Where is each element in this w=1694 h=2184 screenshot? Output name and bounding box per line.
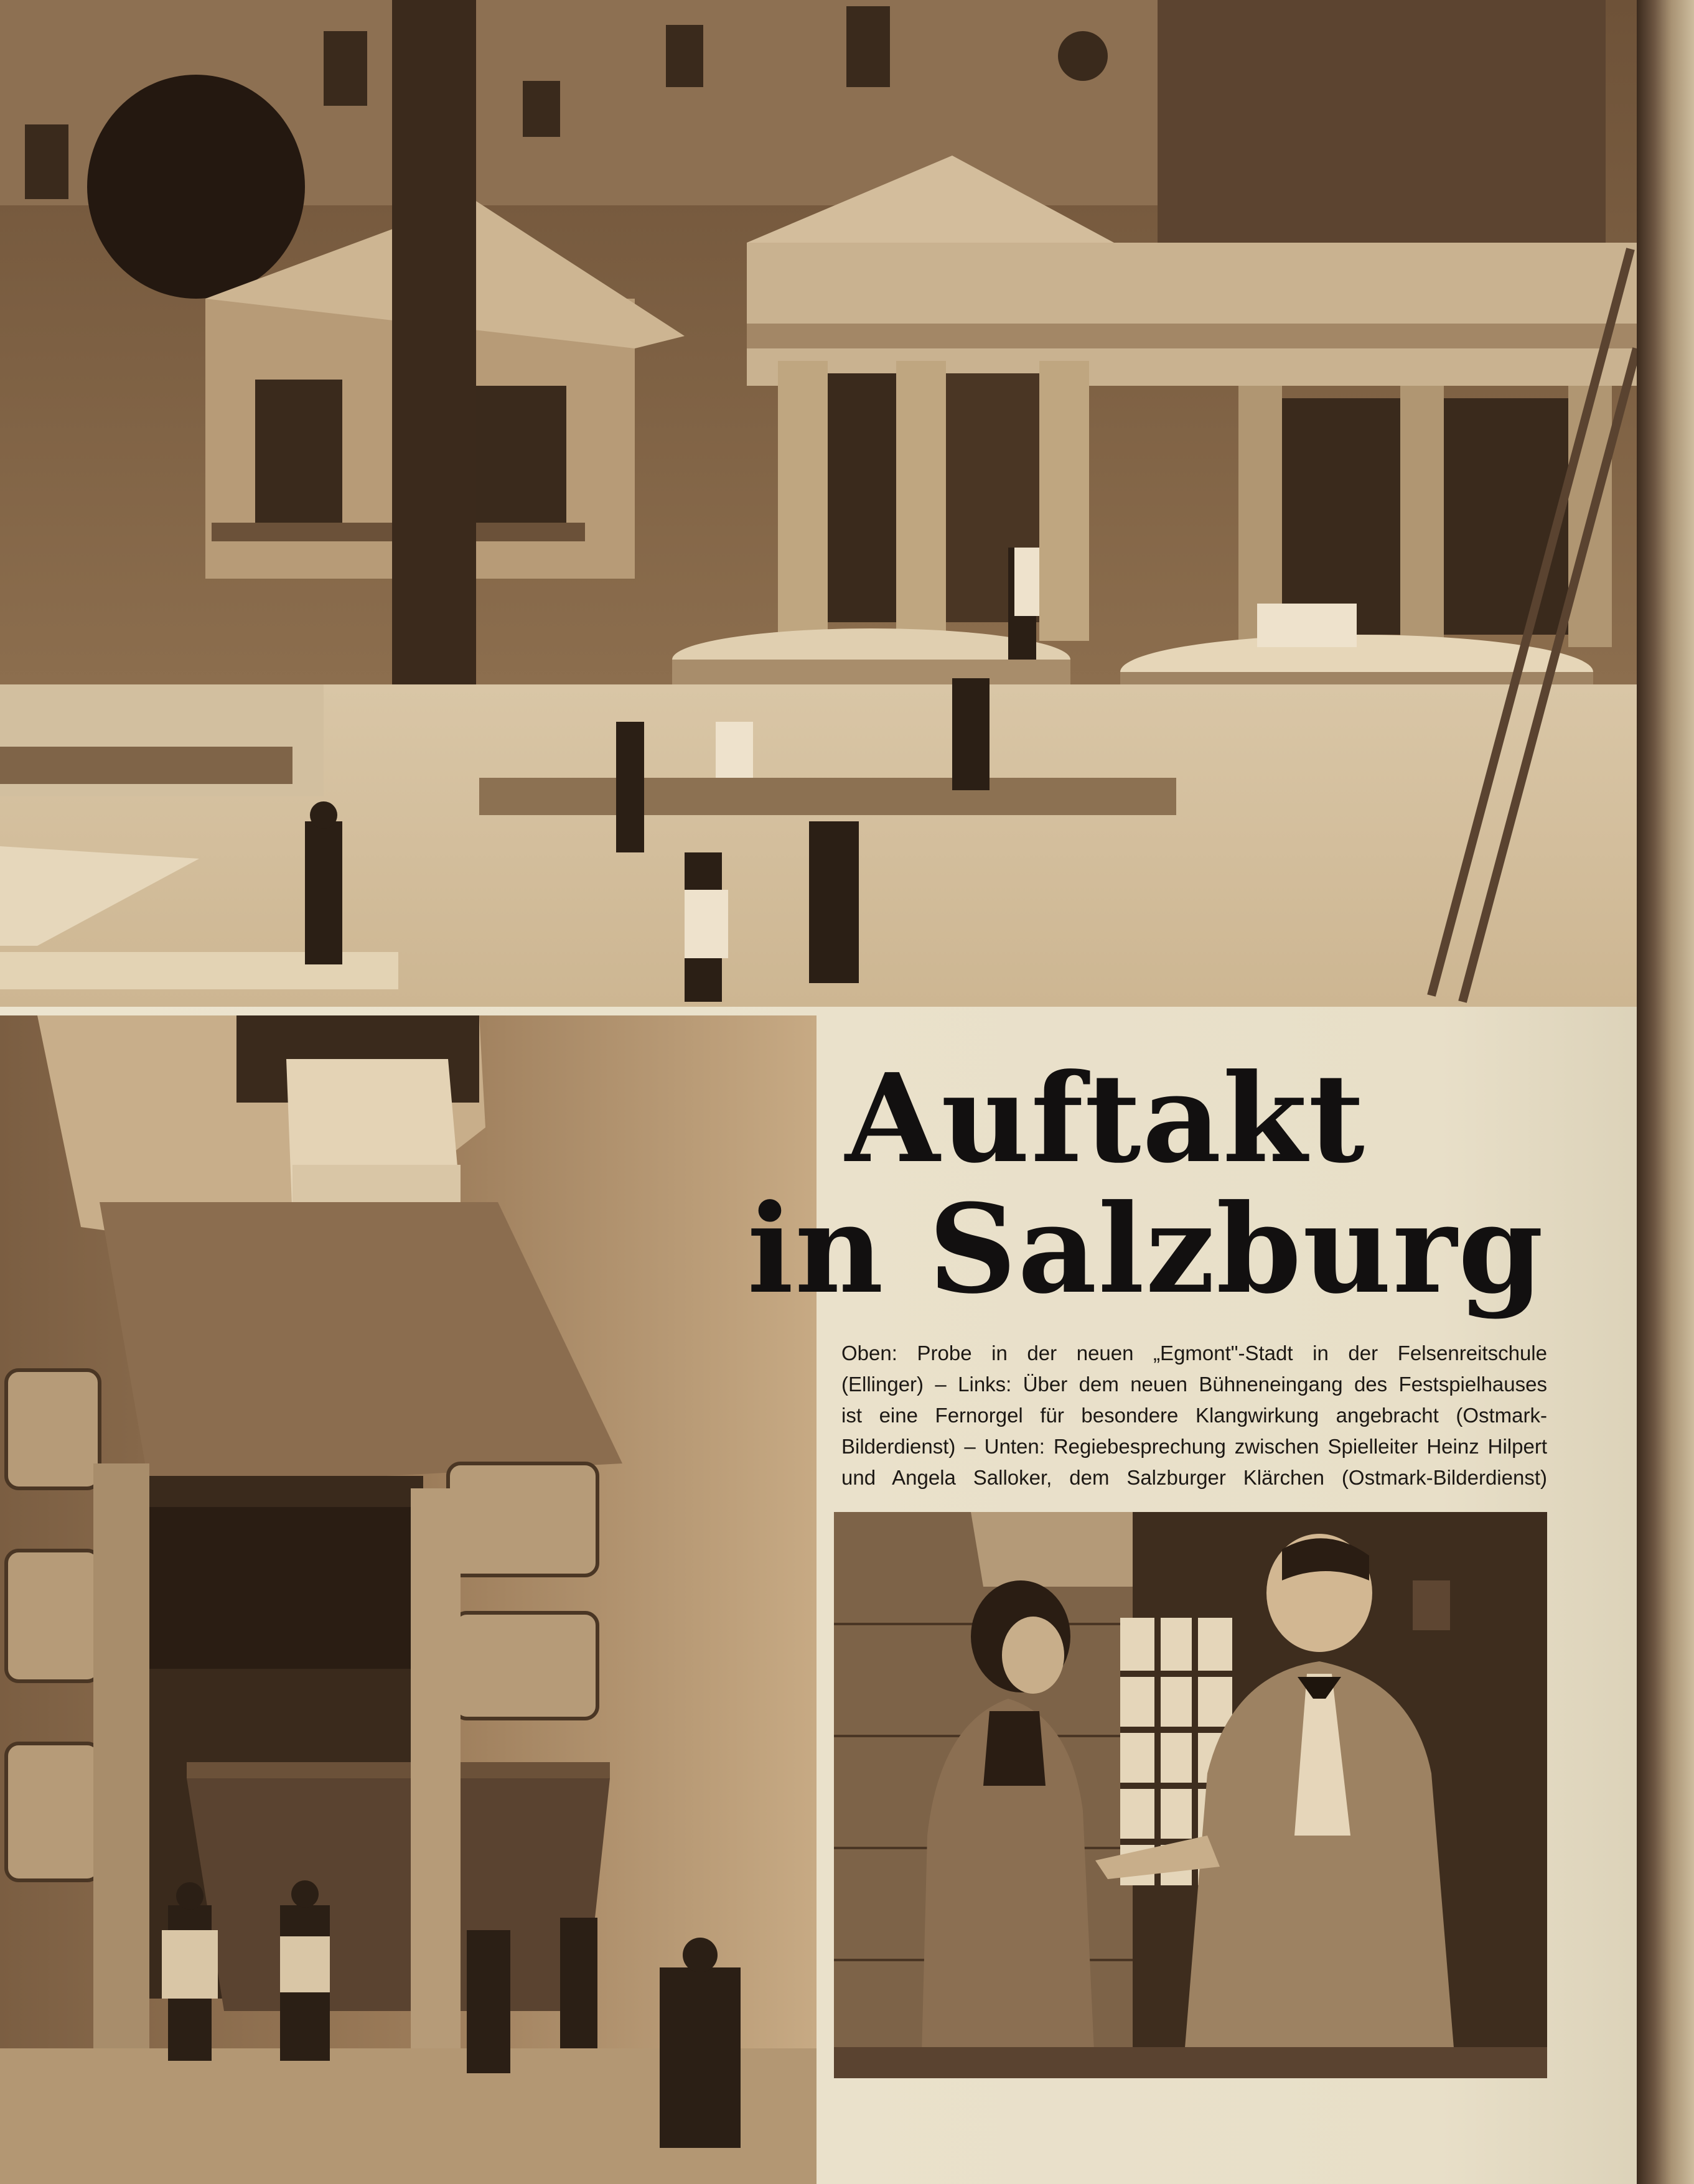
caption-line: und Angela Salloker, dem Salzburger Klärchen (Ostmark-Bilderdienst) <box>841 1466 1547 1489</box>
photo-stage-rehearsal <box>0 0 1637 1007</box>
caption-line: Oben: Probe in der neuen „Egmont"-Stadt in der Felsenreitschule <box>841 1342 1547 1365</box>
caption-line: (Ellinger) – Links: Über dem neuen Bühneneingang des Festspielhauses <box>841 1373 1547 1396</box>
photo-stage-entrance <box>0 1015 817 2184</box>
photo-director-meeting <box>834 1512 1547 2078</box>
headline <box>747 1047 1550 1321</box>
headline-line-2: in Salzburg <box>747 1178 1545 1321</box>
photo-stage-entrance-image <box>0 1015 817 2184</box>
next-page-edge <box>1637 0 1694 2184</box>
photo-stage-rehearsal-image <box>0 0 1637 1007</box>
caption-line: ist eine Fernorgel für besondere Klangwirkung angebracht (Ostmark- <box>841 1404 1547 1427</box>
headline-line-1: Auftakt <box>845 1047 1366 1190</box>
caption-line: Bilderdienst) – Unten: Regiebesprechung zwischen Spielleiter Heinz Hilpert <box>841 1435 1547 1458</box>
photo-caption <box>841 1338 1547 1493</box>
photo-director-meeting-image <box>834 1512 1547 2078</box>
